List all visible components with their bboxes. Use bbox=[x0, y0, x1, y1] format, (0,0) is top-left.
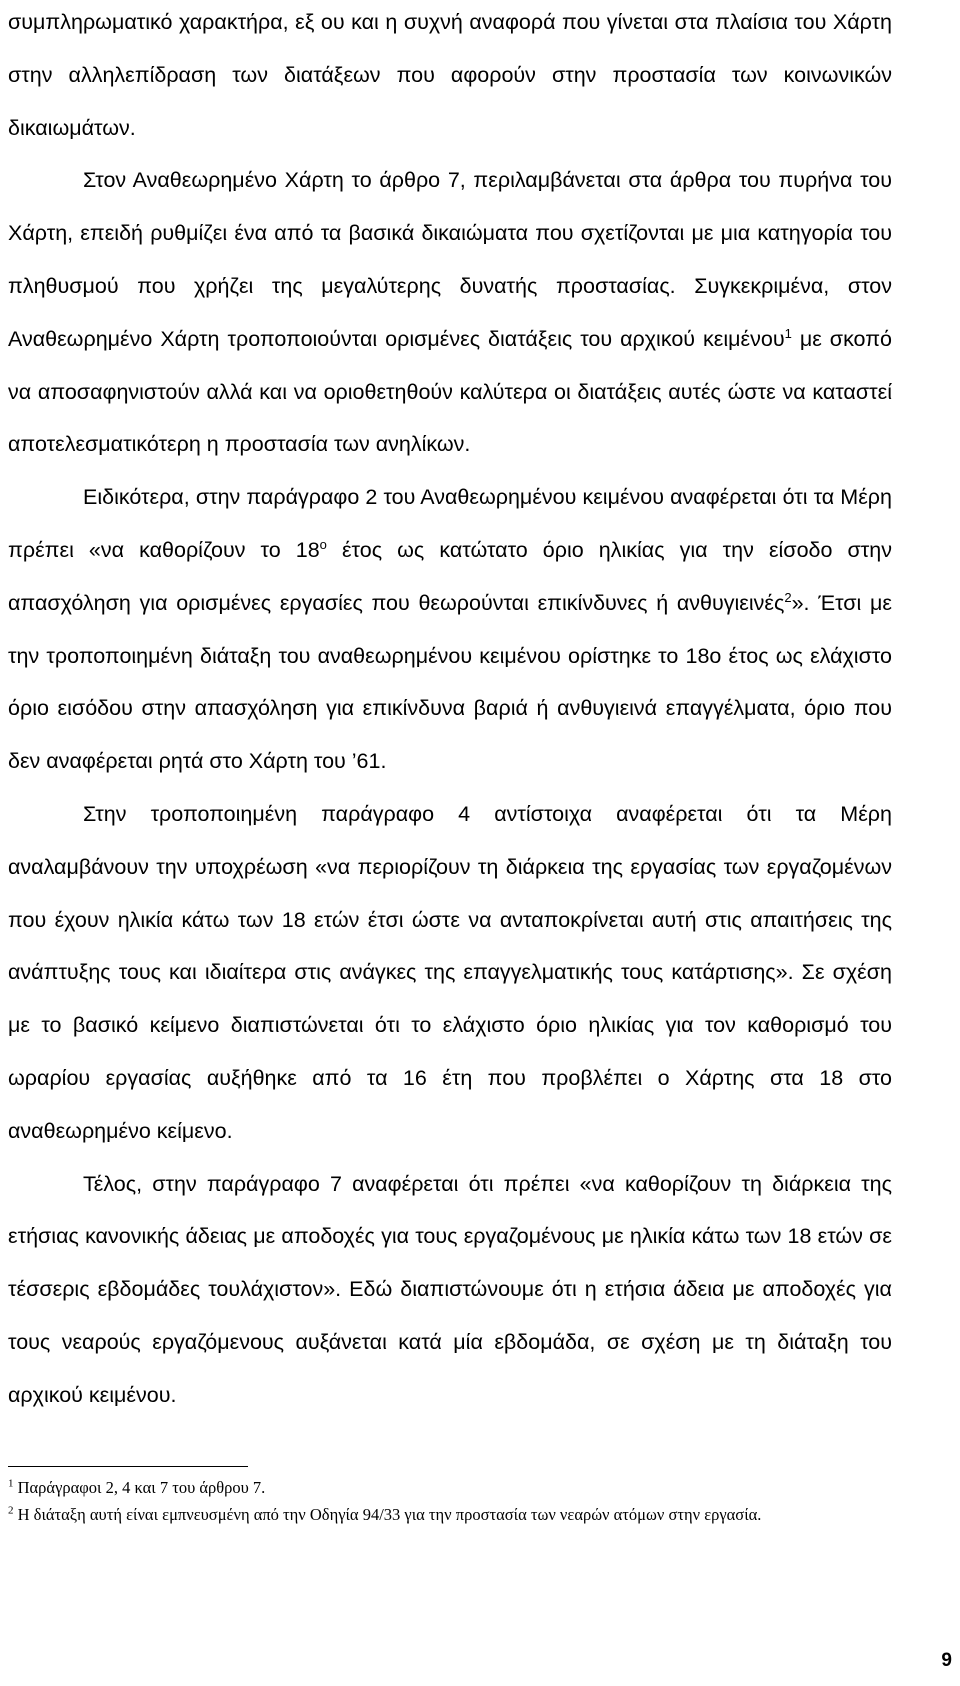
paragraph-text: Τέλος, στην παράγραφο 7 αναφέρεται ότι πρέπει «να καθορίζουν τη διάρκεια της ετήσιας κανονικής άδειας με αποδοχές για τους εργαζομένους με ηλικία κάτω των 18 ετών σε τέσσερις εβδομάδες τουλάχιστον». Εδώ διαπιστώνουμε ότι η ετήσια άδεια με αποδοχές για τους νεαρούς εργαζόμενους αυξάνεται κατά μία εβδομάδα, σε σχέση με τη διάταξη του αρχικού κειμένου. bbox=[8, 1171, 892, 1407]
paragraph-text: έτος ως κατώτατο όριο ηλικίας για την είσοδο στην απασχόληση για ορισμένες εργασίες που θεωρούνται επικίνδυνες ή ανθυγιεινές bbox=[8, 537, 892, 615]
paragraph-text: Στον Αναθεωρημένο Χάρτη το άρθρο 7, περιλαμβάνεται στα άρθρα του πυρήνα του Χάρτη, επειδή ρυθμίζει ένα από τα βασικά δικαιώματα που σχετίζονται με μια κατηγορία του πληθυσμού που χρήζει της μεγαλύτερης δυνατής προστασίας. Συγκεκριμένα, στον Αναθεωρημένο Χάρτη τροποποιούνται ορισμένες διατάξεις του αρχικού κειμένου bbox=[8, 168, 892, 351]
footnote-number: 1 bbox=[8, 1477, 14, 1490]
paragraph-text: Στην τροποποιημένη παράγραφο 4 αντίστοιχα αναφέρεται ότι τα Μέρη αναλαμβάνουν την υποχρέωση «να περιορίζουν τη διάρκεια της εργασίας των εργαζομένων που έχουν ηλικία κάτω των 18 ετών έτσι ώστε να ανταποκρίνεται αυτή στις απαιτήσεις της ανάπτυξης τους και ιδιαίτερα στις ανάγκες της επαγγελματικής τους κατάρτισης». Σε σχέση με το βασικό κείμενο διαπιστώνεται ότι το ελάχιστο όριο ηλικίας για τον καθορισμό του ωραρίου εργασίας αυξήθηκε από τα 16 έτη που προβλέπει ο Χάρτης στα 18 στο αναθεωρημένο κείμενο. bbox=[8, 801, 892, 1143]
paragraph-text: ». Έτσι με την τροποποιημένη διάταξη του αναθεωρημένου κειμένου ορίστηκε το 18ο έτος ως ελάχιστο όριο εισόδου στην απασχόληση για επικίνδυνα βαριά ή ανθυγιεινά επαγγέλματα, όριο που δεν αναφέρεται ρητά στο Χάρτη του ’61. bbox=[8, 590, 892, 774]
footnote-text: Η διάταξη αυτή είναι εμπνευσμένη από την Οδηγία 94/33 για την προστασία των νεαρών ατόμων στην εργασία. bbox=[13, 1505, 762, 1524]
paragraph bbox=[8, 788, 892, 1158]
paragraph bbox=[8, 154, 892, 471]
footnotes bbox=[8, 1474, 892, 1528]
footnote-marker: 2 bbox=[784, 589, 792, 605]
footnote-number: 2 bbox=[8, 1504, 14, 1517]
paragraph-text: Ειδικότερα, στην παράγραφο 2 του Αναθεωρημένου κειμένου αναφέρεται ότι τα Μέρη πρέπει «να καθορίζουν το 18 bbox=[8, 485, 892, 562]
footnote bbox=[8, 1474, 892, 1501]
paragraph-text: με σκοπό να αποσαφηνιστούν αλλά και να οριοθετηθούν καλύτερα οι διατάξεις αυτές ώστε να καταστεί αποτελεσματικότερη η προστασία των ανηλίκων. bbox=[8, 326, 893, 457]
paragraph bbox=[8, 1158, 892, 1422]
footnote-text: Παράγραφοι 2, 4 και 7 του άρθρου 7. bbox=[13, 1478, 266, 1497]
paragraph bbox=[8, 0, 892, 154]
footnote-marker: 1 bbox=[784, 325, 792, 341]
footnote-separator bbox=[8, 1466, 248, 1467]
body-text bbox=[8, 0, 892, 1422]
paragraph bbox=[8, 471, 892, 788]
paragraph-text: συμπληρωματικό χαρακτήρα, εξ ου και η συχνή αναφορά που γίνεται στα πλαίσια του Χάρτη στην αλληλεπίδραση των διατάξεων που αφορούν στην προστασία των κοινωνικών δικαιωμάτων. bbox=[8, 10, 892, 140]
footnote-marker: ο bbox=[319, 536, 327, 552]
footnote bbox=[8, 1501, 892, 1528]
page-number: 9 bbox=[941, 1650, 952, 1671]
